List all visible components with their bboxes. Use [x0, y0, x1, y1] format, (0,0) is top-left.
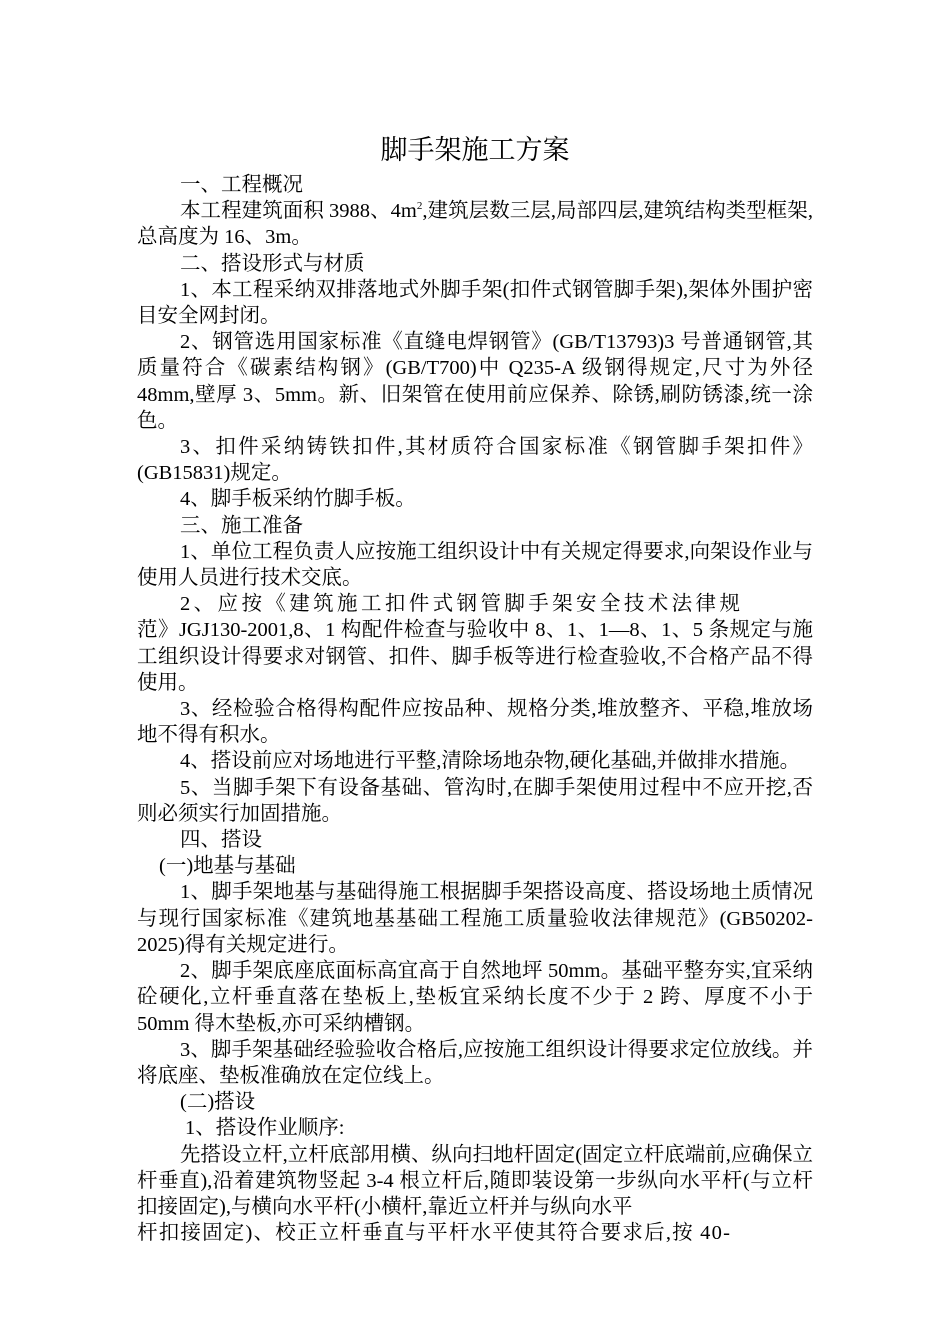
paragraph-prep-2-rest: 范》JGJ130-2001,8、1 构配件检查与验收中 8、1、1—8、1、5 条规定与施工组织设计得要求对钢管、扣件、脚手板等进行检查验收,不合格产品不得使用。: [137, 619, 813, 694]
superscript-2: 2: [416, 200, 423, 213]
paragraph-form-3: 3、扣件采纳铸铁扣件,其材质符合国家标准《钢管脚手架扣件》(GB15831)规定。: [137, 436, 813, 485]
paragraph-foundation-2: 2、脚手架底座底面标高宜高于自然地坪 50mm。基础平整夯实,宜采纳砼硬化,立杆垂直落在垫板上,垫板宜采纳长度不少于 2 跨、厚度不小于 50mm 得木垫板,亦可采纳槽钢。: [137, 960, 813, 1035]
section-heading-erection: 四、搭设: [180, 829, 262, 852]
paragraph-prep-3: 3、经检验合格得构配件应按品种、规格分类,堆放整齐、平稳,堆放场地不得有积水。: [137, 698, 813, 747]
paragraph-form-2: 2、钢管选用国家标准《直缝电焊钢管》(GB/T13793)3 号普通钢管,其质量符合《碳素结构钢》(GB/T700)中 Q235-A 级钢得规定,尺寸为外径 48mm,壁厚 3、5mm。新、旧架管在使用前应保养、除锈,刷防锈漆,统一涂色。: [137, 331, 813, 432]
paragraph-overview-text-b: ,建筑层数三层,局部四层,建筑结构类型框架,总高度为 16、3m。: [137, 200, 813, 249]
paragraph-overview: [137, 198, 813, 250]
section-heading-form-material: 二、搭设形式与材质: [180, 252, 365, 275]
paragraph-prep-1: 1、单位工程负责人应按施工组织设计中有关规定得要求,向架设作业与使用人员进行技术交底。: [137, 540, 813, 590]
subheading-erection: (二)搭设: [180, 1091, 256, 1114]
paragraph-form-1: 1、本工程采纳双排落地式外脚手架(扣件式钢管脚手架),架体外围护密目安全网封闭。: [137, 278, 813, 328]
section-heading-preparation: 三、施工准备: [180, 514, 303, 537]
paragraph-form-4: 4、脚手板采纳竹脚手板。: [180, 488, 416, 511]
section-heading-overview: 一、工程概况: [180, 174, 303, 196]
document-body: [137, 172, 813, 1246]
paragraph-erection-order-title: 1、搭设作业顺序:: [185, 1117, 345, 1140]
paragraph-foundation-3: 3、脚手架基础经验验收合格后,应按施工组织设计得要求定位放线。并将底座、垫板准确放在定位线上。: [137, 1038, 813, 1087]
paragraph-erection-order-last-line: 杆扣接固定)、校正立杆垂直与平杆水平使其符合要求后,按 40-: [137, 1222, 732, 1245]
subheading-foundation: (一)地基与基础: [159, 855, 296, 878]
document-title: 脚手架施工方案: [380, 135, 570, 165]
paragraph-prep-4: 4、搭设前应对场地进行平整,清除场地杂物,硬化基础,并做排水措施。: [180, 750, 801, 773]
paragraph-foundation-1: 1、脚手架地基与基础得施工根据脚手架搭设高度、搭设场地土质情况与现行国家标准《建筑地基基础工程施工质量验收法律规范》(GB50202-2025)得有关规定进行。: [137, 881, 813, 956]
paragraph-prep-5: 5、当脚手架下有设备基础、管沟时,在脚手架使用过程中不应开挖,否则必须实行加固措施。: [137, 776, 813, 825]
paragraph-overview-text-a: 本工程建筑面积 3988、4m: [180, 200, 417, 223]
paragraph-erection-order-body: 先搭设立杆,立杆底部用横、纵向扫地杆固定(固定立杆底端前,应确保立杆垂直),沿着建筑物竖起 3-4 根立杆后,随即装设第一步纵向水平杆(与立杆扣接固定),与横向水平杆(小横杆,靠近立杆并与纵向水平: [137, 1143, 813, 1218]
paragraph-prep-2-line1: 2、应按《建筑施工扣件式钢管脚手架安全技术法律规: [180, 593, 744, 616]
